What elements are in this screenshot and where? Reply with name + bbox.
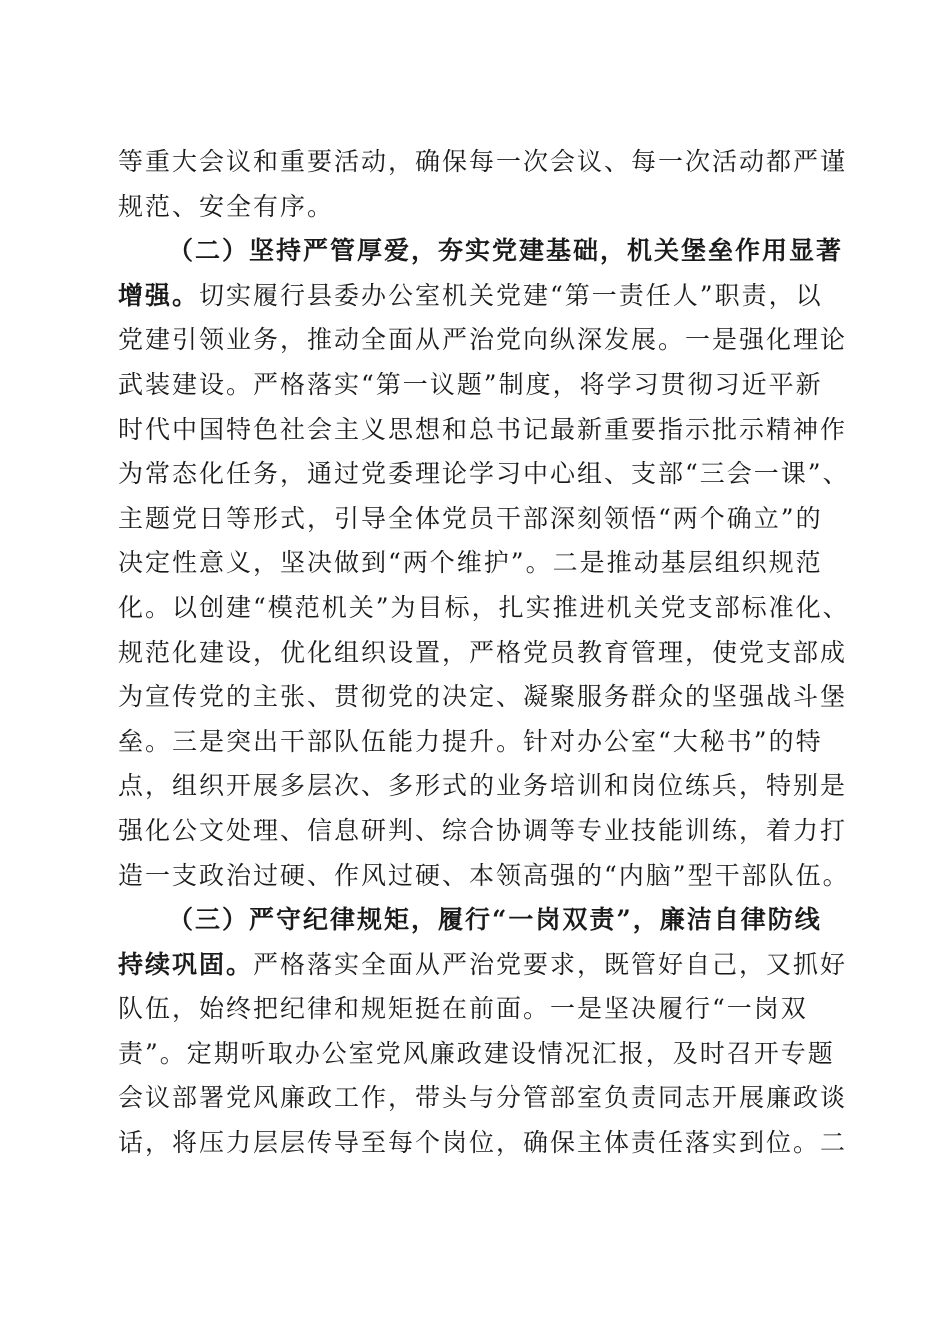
body-run: 为常态化任务，通过党委理论学习中心组、支部“三会一课”、 (118, 459, 850, 489)
text-line (118, 586, 850, 631)
body-run: 等重大会议和重要活动，确保每一次会议、每一次活动都严谨 (118, 147, 848, 176)
text-line (118, 764, 848, 809)
text-line (118, 497, 838, 542)
body-run: 严格落实全面从严治党要求，既管好自己，又抓好 (253, 949, 848, 979)
body-run: 责”。定期听取办公室党风廉政建设情况汇报，及时召开专题 (118, 1038, 835, 1068)
body-run: 规范、安全有序。 (118, 191, 335, 221)
section-heading-line (118, 898, 838, 943)
body-run: 队伍，始终把纪律和规矩挺在前面。一是坚决履行“一岗双 (118, 994, 808, 1024)
text-line (118, 943, 848, 988)
body-run: 点，组织开展多层次、多形式的业务培训和岗位练兵，特别是 (118, 771, 848, 801)
text-line (118, 452, 850, 497)
body-run: 为宣传党的主张、贯彻党的决定、凝聚服务群众的坚强战斗堡 (118, 682, 848, 712)
text-line (118, 1032, 838, 1077)
heading-run: （三）严守纪律规矩，履行“一岗双责”，廉洁自律防线 (168, 905, 822, 935)
body-run: 决定性意义，坚决做到“两个维护”。二是推动基层组织规范 (118, 548, 823, 578)
body-run: 时代中国特色社会主义思想和总书记最新重要指示批示精神作 (118, 414, 848, 444)
body-run: 垒。三是突出干部队伍能力提升。针对办公室“大秘书”的特 (118, 726, 823, 756)
text-line (118, 408, 848, 453)
body-run: 主题党日等形式，引导全体党员干部深刻领悟“两个确立”的 (118, 503, 823, 533)
text-line (118, 185, 838, 230)
text-line (118, 541, 838, 586)
text-line (118, 631, 848, 676)
text-line (118, 809, 848, 854)
body-run: 规范化建设，优化组织设置，严格党员教育管理，使党支部成 (118, 637, 848, 667)
text-line (118, 720, 838, 765)
heading-run: 持续巩固。 (118, 949, 254, 979)
body-run: 化。以创建“模范机关”为目标，扎实推进机关党支部标准化、 (118, 592, 850, 622)
text-line (118, 140, 848, 185)
heading-run: 增强。 (118, 280, 200, 310)
text-line (118, 675, 848, 720)
body-run: 强化公文处理、信息研判、综合协调等专业技能训练，着力打 (118, 815, 848, 845)
text-line (118, 1076, 848, 1121)
heading-run: （二）坚持严管厚爱，夯实党建基础，机关堡垒作用显著 (168, 236, 844, 266)
text-line (118, 987, 838, 1032)
body-run: 党建引领业务，推动全面从严治党向纵深发展。一是强化理论 (118, 325, 848, 355)
document-body (118, 140, 850, 1166)
text-line (118, 854, 850, 899)
body-run: 造一支政治过硬、作风过硬、本领高强的“内脑”型干部队伍。 (118, 860, 850, 890)
text-line (118, 1121, 848, 1166)
text-line (118, 363, 838, 408)
body-run: 切实履行县委办公室机关党建“第一责任人”职责，以 (199, 280, 823, 310)
body-run: 会议部署党风廉政工作，带头与分管部室负责同志开展廉政谈 (118, 1083, 848, 1113)
body-run: 武装建设。严格落实“第一议题”制度，将学习贯彻习近平新 (118, 369, 823, 399)
text-line (118, 318, 848, 363)
body-run: 话，将压力层层传导至每个岗位，确保主体责任落实到位。二 (118, 1128, 848, 1158)
text-line (118, 274, 838, 319)
section-heading-line (118, 229, 844, 274)
